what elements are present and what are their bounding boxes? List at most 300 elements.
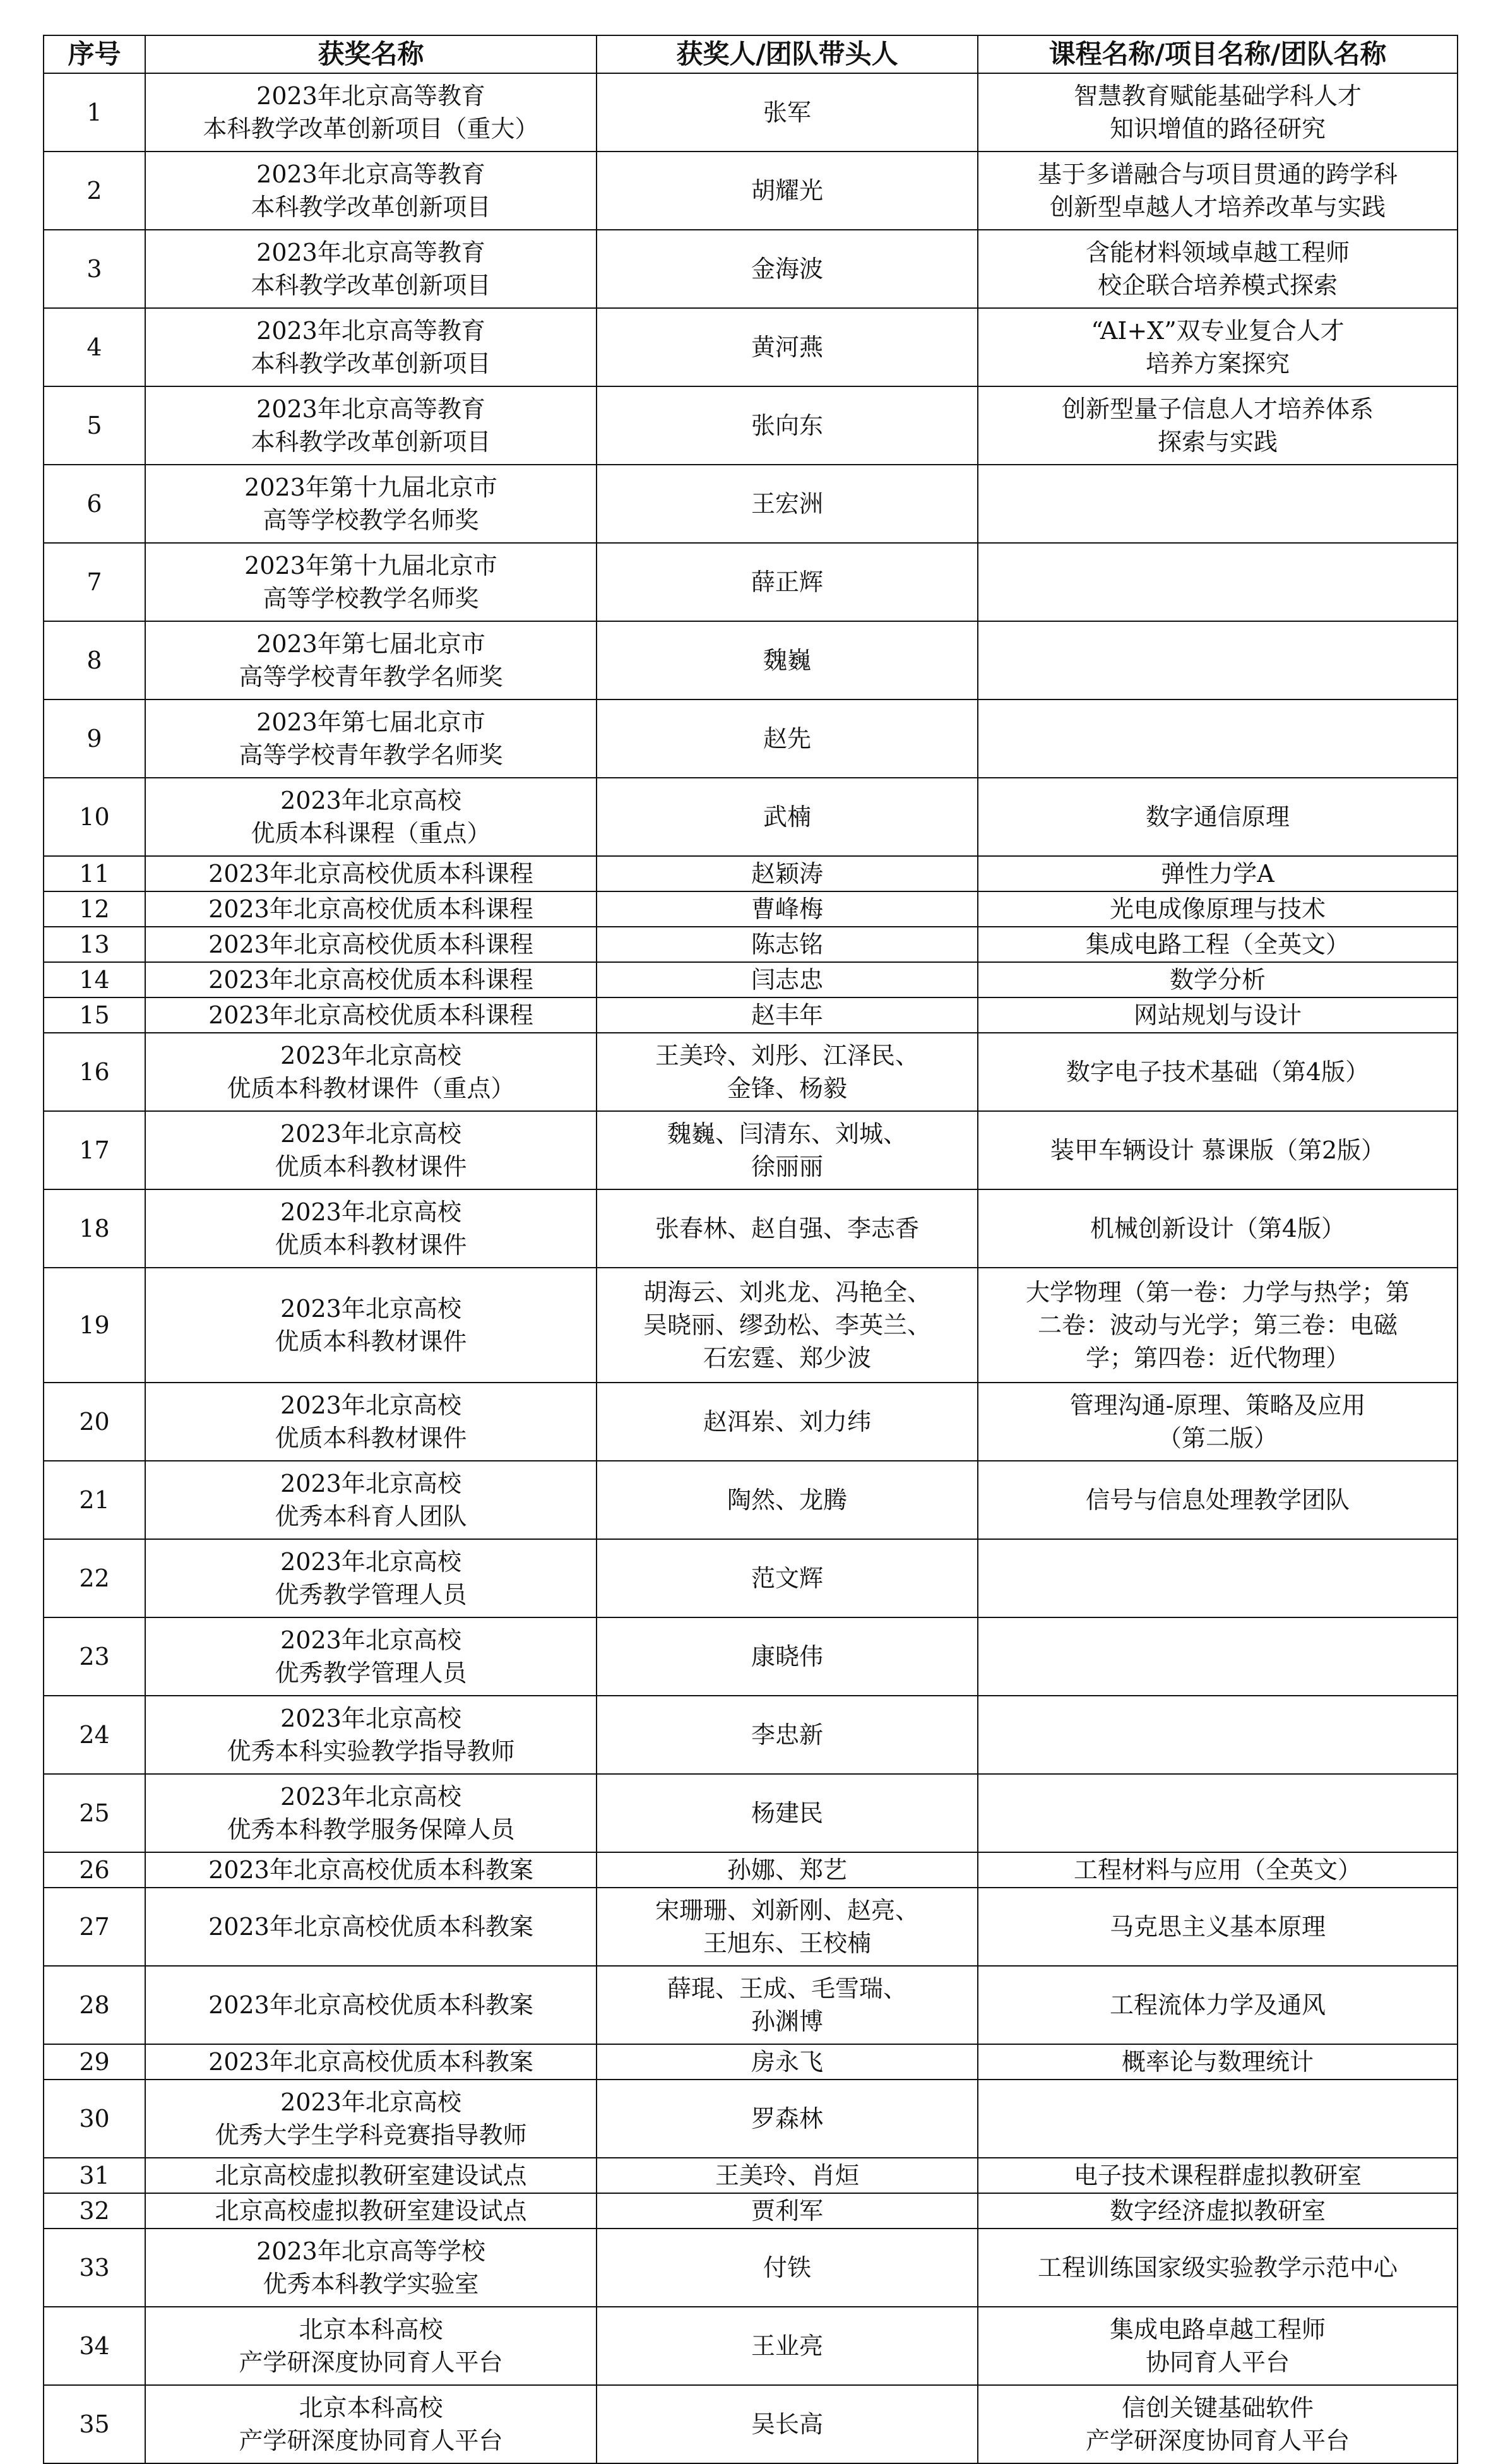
cell-awardee-line: 黄河燕: [751, 333, 823, 361]
cell-number: 16: [44, 1033, 145, 1111]
cell-award-name-line: 2023年北京高校: [280, 1120, 461, 1148]
cell-award-name: [145, 386, 597, 465]
cell-awardee-line: 金海波: [751, 255, 823, 283]
cell-awardee-line: 赵洱岽、刘力纬: [703, 1408, 871, 1436]
cell-awardee: [597, 962, 978, 997]
cell-number: 15: [44, 997, 145, 1033]
cell-award-name-line: 2023年北京高校优质本科课程: [208, 1001, 533, 1029]
cell-award-name-line: 2023年北京高校: [280, 1295, 461, 1323]
cell-awardee-line: 贾利军: [751, 2197, 823, 2225]
cell-course-name: [978, 1268, 1458, 1383]
cell-course-name-line: 光电成像原理与技术: [1109, 895, 1326, 923]
cell-award-name: [145, 1268, 597, 1383]
cell-course-name-line: 工程材料与应用（全英文）: [1073, 1856, 1362, 1884]
table-row: [44, 1461, 1458, 1539]
table-row: [44, 1888, 1458, 1966]
cell-course-name-line: 电子技术课程群虚拟教研室: [1073, 2162, 1362, 2189]
cell-award-name: [145, 778, 597, 856]
cell-course-name-line: 创新型卓越人才培养改革与实践: [1049, 193, 1386, 221]
cell-awardee-line: 武楠: [763, 803, 811, 831]
cell-awardee-line: 宋珊珊、刘新刚、赵亮、: [655, 1896, 919, 1924]
cell-course-name: [978, 543, 1458, 621]
cell-course-name-line: 知识增值的路径研究: [1109, 115, 1326, 143]
table-row: [44, 699, 1458, 778]
cell-awardee-line: 王旭东、王校楠: [703, 1929, 871, 1957]
cell-awardee: [597, 699, 978, 778]
cell-awardee: [597, 927, 978, 962]
cell-course-name: [978, 152, 1458, 230]
cell-course-name-line: “AI+X”双专业复合人才: [1091, 317, 1345, 345]
cell-awardee: [597, 2385, 978, 2463]
cell-course-name: [978, 1111, 1458, 1189]
cell-awardee-line: 魏巍、闫清东、刘城、: [667, 1120, 907, 1148]
cell-award-name-line: 优秀大学生学科竞赛指导教师: [215, 2121, 527, 2149]
cell-course-name: [978, 1383, 1458, 1461]
cell-number: 3: [44, 230, 145, 308]
cell-course-name-line: 概率论与数理统计: [1121, 2048, 1314, 2076]
cell-course-name-line: 培养方案探究: [1145, 350, 1290, 378]
cell-course-name-line: 工程流体力学及通风: [1109, 1991, 1326, 2019]
cell-award-name: [145, 891, 597, 927]
cell-award-name-line: 产学研深度协同育人平台: [239, 2348, 503, 2376]
cell-award-name-line: 本科教学改革创新项目: [251, 428, 491, 456]
cell-number: 14: [44, 962, 145, 997]
cell-awardee-line: 张春林、赵自强、李志香: [655, 1215, 919, 1242]
cell-awardee-line: 付铁: [763, 2254, 811, 2282]
cell-course-name: [978, 1539, 1458, 1617]
cell-awardee: [597, 386, 978, 465]
cell-awardee: [597, 2307, 978, 2385]
cell-number: 13: [44, 927, 145, 962]
table-row: [44, 2044, 1458, 2080]
cell-awardee: [597, 1539, 978, 1617]
cell-number: 9: [44, 699, 145, 778]
cell-awardee: [597, 1888, 978, 1966]
cell-awardee: [597, 465, 978, 543]
cell-awardee: [597, 1111, 978, 1189]
cell-course-name: [978, 2193, 1458, 2229]
cell-award-name: [145, 1189, 597, 1268]
cell-course-name-line: 数学分析: [1169, 966, 1266, 994]
cell-awardee: [597, 1774, 978, 1852]
cell-awardee-line: 吴晓丽、缪劲松、李英兰、: [643, 1311, 931, 1339]
cell-award-name-line: 2023年北京高等教育: [256, 317, 485, 345]
cell-award-name-line: 2023年北京高校: [280, 1783, 461, 1811]
cell-course-name-line: 数字经济虚拟教研室: [1109, 2197, 1326, 2225]
cell-award-name: [145, 699, 597, 778]
table-header-row: [44, 35, 1458, 73]
cell-award-name: [145, 962, 597, 997]
table-row: [44, 1617, 1458, 1696]
cell-course-name: [978, 2158, 1458, 2193]
cell-awardee-line: 王美玲、肖烜: [715, 2162, 859, 2189]
cell-number: 28: [44, 1966, 145, 2044]
cell-award-name-line: 高等学校教学名师奖: [263, 585, 479, 612]
table-row: [44, 1774, 1458, 1852]
cell-award-name: [145, 230, 597, 308]
cell-award-name-line: 2023年北京高校: [280, 1705, 461, 1732]
cell-award-name: [145, 2044, 597, 2080]
table-row: [44, 997, 1458, 1033]
cell-awardee: [597, 152, 978, 230]
cell-award-name-line: 本科教学改革创新项目（重大）: [203, 115, 539, 143]
cell-awardee: [597, 997, 978, 1033]
cell-award-name-line: 2023年第十九届北京市: [244, 473, 497, 501]
cell-course-name-line: 协同育人平台: [1145, 2348, 1290, 2376]
cell-course-name: [978, 1774, 1458, 1852]
cell-number: 32: [44, 2193, 145, 2229]
cell-award-name-line: 2023年第十九届北京市: [244, 552, 497, 580]
cell-course-name: [978, 1033, 1458, 1111]
cell-awardee: [597, 621, 978, 699]
cell-award-name: [145, 543, 597, 621]
cell-awardee-line: 范文辉: [751, 1564, 823, 1592]
cell-number: 17: [44, 1111, 145, 1189]
cell-course-name: [978, 465, 1458, 543]
cell-course-name: [978, 778, 1458, 856]
cell-awardee-line: 孙娜、郑艺: [727, 1856, 847, 1884]
cell-number: 27: [44, 1888, 145, 1966]
cell-course-name: [978, 621, 1458, 699]
cell-award-name-line: 2023年北京高校优质本科教案: [208, 1913, 533, 1941]
cell-award-name: [145, 1461, 597, 1539]
cell-course-name: [978, 73, 1458, 152]
cell-awardee-line: 胡海云、刘兆龙、冯艳全、: [643, 1278, 931, 1306]
cell-award-name: [145, 2229, 597, 2307]
cell-award-name-line: 2023年北京高校: [280, 2088, 461, 2116]
cell-course-name: [978, 2385, 1458, 2463]
cell-number: 34: [44, 2307, 145, 2385]
cell-course-name-line: 创新型量子信息人才培养体系: [1061, 395, 1374, 423]
cell-number: 8: [44, 621, 145, 699]
table-row: [44, 778, 1458, 856]
cell-awardee-line: 房永飞: [751, 2048, 823, 2076]
table-row: [44, 543, 1458, 621]
cell-awardee-line: 李忠新: [751, 1721, 823, 1749]
table-row: [44, 308, 1458, 386]
cell-awardee-line: 吴长高: [751, 2410, 823, 2438]
cell-award-name-line: 优秀教学管理人员: [275, 1659, 467, 1687]
cell-course-name: [978, 2307, 1458, 2385]
table-row: [44, 73, 1458, 152]
cell-award-name-line: 2023年北京高等学校: [256, 2237, 485, 2265]
table-row: [44, 2080, 1458, 2158]
cell-awardee: [597, 856, 978, 891]
cell-award-name-line: 本科教学改革创新项目: [251, 271, 491, 299]
table-row: [44, 465, 1458, 543]
cell-course-name: [978, 891, 1458, 927]
table-body: [44, 73, 1458, 2463]
cell-award-name: [145, 1033, 597, 1111]
cell-award-name: [145, 465, 597, 543]
cell-award-name-line: 2023年北京高校优质本科课程: [208, 966, 533, 994]
cell-course-name: [978, 699, 1458, 778]
header-award-name: 获奖名称: [145, 35, 597, 73]
cell-course-name: [978, 2229, 1458, 2307]
cell-award-name-line: 优质本科教材课件: [275, 1424, 467, 1452]
cell-awardee: [597, 1033, 978, 1111]
header-awardee: 获奖人/团队带头人: [597, 35, 978, 73]
cell-award-name: [145, 308, 597, 386]
table-row: [44, 2229, 1458, 2307]
cell-awardee-line: 杨建民: [751, 1799, 823, 1827]
cell-awardee-line: 石宏霆、郑少波: [703, 1344, 871, 1372]
table-row: [44, 2193, 1458, 2229]
cell-course-name-line: 工程训练国家级实验教学示范中心: [1037, 2254, 1398, 2282]
cell-awardee-line: 孙渊博: [751, 2008, 823, 2035]
cell-awardee-line: 王宏洲: [751, 490, 823, 518]
cell-number: 1: [44, 73, 145, 152]
cell-award-name-line: 优质本科课程（重点）: [251, 819, 491, 847]
table-row: [44, 152, 1458, 230]
cell-award-name-line: 2023年北京高校优质本科课程: [208, 895, 533, 923]
table-row: [44, 230, 1458, 308]
cell-award-name-line: 北京高校虚拟教研室建设试点: [215, 2197, 527, 2225]
cell-course-name: [978, 962, 1458, 997]
cell-course-name: [978, 308, 1458, 386]
cell-number: 10: [44, 778, 145, 856]
cell-award-name: [145, 1383, 597, 1461]
cell-award-name-line: 优秀本科实验教学指导教师: [227, 1737, 515, 1765]
cell-course-name-line: 大学物理（第一卷：力学与热学；第: [1025, 1278, 1410, 1306]
cell-award-name: [145, 152, 597, 230]
cell-course-name-line: 数字通信原理: [1145, 803, 1290, 831]
cell-award-name: [145, 2385, 597, 2463]
table-row: [44, 386, 1458, 465]
cell-award-name: [145, 2080, 597, 2158]
cell-award-name: [145, 1111, 597, 1189]
cell-course-name: [978, 1461, 1458, 1539]
cell-awardee: [597, 230, 978, 308]
cell-award-name-line: 优质本科教材课件: [275, 1231, 467, 1259]
cell-course-name-line: 信创关键基础软件: [1121, 2394, 1314, 2422]
cell-course-name-line: 集成电路工程（全英文）: [1085, 931, 1350, 958]
table-row: [44, 856, 1458, 891]
cell-course-name-line: 信号与信息处理教学团队: [1085, 1486, 1350, 1514]
award-table: [43, 35, 1458, 2464]
cell-award-name: [145, 2158, 597, 2193]
cell-awardee-line: 王美玲、刘彤、江泽民、: [655, 1042, 919, 1069]
cell-awardee: [597, 543, 978, 621]
table-row: [44, 1966, 1458, 2044]
cell-awardee: [597, 1696, 978, 1774]
cell-award-name-line: 北京本科高校: [299, 2394, 443, 2422]
cell-number: 21: [44, 1461, 145, 1539]
cell-course-name-line: 马克思主义基本原理: [1109, 1913, 1326, 1941]
table-row: [44, 1111, 1458, 1189]
cell-course-name: [978, 1617, 1458, 1696]
cell-awardee-line: 陈志铭: [751, 931, 823, 958]
table-row: [44, 1189, 1458, 1268]
cell-number: 2: [44, 152, 145, 230]
cell-award-name: [145, 1617, 597, 1696]
table-row: [44, 891, 1458, 927]
cell-award-name: [145, 1888, 597, 1966]
cell-award-name-line: 2023年北京高校优质本科课程: [208, 931, 533, 958]
cell-number: 23: [44, 1617, 145, 1696]
cell-award-name-line: 北京高校虚拟教研室建设试点: [215, 2162, 527, 2189]
cell-award-name-line: 优秀教学管理人员: [275, 1581, 467, 1609]
cell-award-name-line: 2023年北京高等教育: [256, 82, 485, 110]
cell-number: 12: [44, 891, 145, 927]
cell-course-name: [978, 1966, 1458, 2044]
cell-number: 19: [44, 1268, 145, 1383]
cell-award-name-line: 优秀本科育人团队: [275, 1503, 467, 1530]
table-row: [44, 2158, 1458, 2193]
cell-awardee-line: 张军: [763, 98, 811, 126]
table-row: [44, 1383, 1458, 1461]
cell-number: 20: [44, 1383, 145, 1461]
cell-course-name-line: 学；第四卷：近代物理）: [1085, 1344, 1350, 1372]
cell-award-name-line: 优秀本科教学实验室: [263, 2270, 479, 2298]
cell-course-name: [978, 1888, 1458, 1966]
cell-number: 24: [44, 1696, 145, 1774]
cell-awardee: [597, 2044, 978, 2080]
cell-course-name-line: （第二版）: [1157, 1424, 1278, 1452]
cell-award-name: [145, 621, 597, 699]
cell-course-name: [978, 2044, 1458, 2080]
cell-course-name: [978, 856, 1458, 891]
cell-award-name-line: 高等学校青年教学名师奖: [239, 741, 503, 769]
cell-award-name-line: 2023年北京高校优质本科教案: [208, 2048, 533, 2076]
cell-number: 5: [44, 386, 145, 465]
cell-award-name-line: 2023年北京高等教育: [256, 395, 485, 423]
cell-award-name-line: 本科教学改革创新项目: [251, 350, 491, 378]
cell-award-name: [145, 1852, 597, 1888]
cell-course-name: [978, 1696, 1458, 1774]
cell-awardee-line: 薛琨、王成、毛雪瑞、: [667, 1975, 907, 2003]
cell-awardee: [597, 1268, 978, 1383]
cell-number: 31: [44, 2158, 145, 2193]
cell-award-name: [145, 1696, 597, 1774]
cell-course-name-line: 校企联合培养模式探索: [1097, 271, 1338, 299]
cell-awardee: [597, 1966, 978, 2044]
cell-awardee: [597, 1383, 978, 1461]
cell-award-name-line: 2023年北京高校: [280, 1391, 461, 1419]
cell-award-name: [145, 997, 597, 1033]
cell-course-name-line: 数字电子技术基础（第4版）: [1066, 1058, 1370, 1086]
cell-awardee: [597, 778, 978, 856]
cell-awardee-line: 曹峰梅: [751, 895, 823, 923]
cell-number: 30: [44, 2080, 145, 2158]
cell-number: 25: [44, 1774, 145, 1852]
cell-award-name-line: 2023年北京高校: [280, 1626, 461, 1654]
table-row: [44, 1268, 1458, 1383]
cell-awardee-line: 康晓伟: [751, 1643, 823, 1670]
cell-award-name-line: 优质本科教材课件（重点）: [227, 1074, 515, 1102]
cell-award-name-line: 高等学校教学名师奖: [263, 506, 479, 534]
cell-award-name-line: 2023年北京高等教育: [256, 239, 485, 266]
cell-awardee-line: 胡耀光: [751, 177, 823, 205]
cell-awardee-line: 赵颖涛: [751, 860, 823, 888]
cell-awardee: [597, 891, 978, 927]
award-list-document: [43, 35, 1457, 2464]
cell-number: 7: [44, 543, 145, 621]
table-row: [44, 927, 1458, 962]
header-course-name: 课程名称/项目名称/团队名称: [978, 35, 1458, 73]
cell-number: 4: [44, 308, 145, 386]
cell-course-name: [978, 230, 1458, 308]
cell-awardee-line: 王业亮: [751, 2332, 823, 2360]
cell-award-name-line: 高等学校青年教学名师奖: [239, 663, 503, 691]
cell-number: 26: [44, 1852, 145, 1888]
table-row: [44, 1696, 1458, 1774]
cell-awardee: [597, 308, 978, 386]
cell-course-name: [978, 1852, 1458, 1888]
table-row: [44, 1539, 1458, 1617]
cell-awardee-line: 赵丰年: [751, 1001, 823, 1029]
table-row: [44, 621, 1458, 699]
cell-course-name-line: 二卷：波动与光学；第三卷：电磁: [1037, 1311, 1398, 1339]
cell-awardee-line: 张向东: [751, 412, 823, 439]
cell-awardee: [597, 2158, 978, 2193]
cell-award-name-line: 产学研深度协同育人平台: [239, 2427, 503, 2455]
cell-course-name-line: 管理沟通-原理、策略及应用: [1069, 1391, 1366, 1419]
cell-award-name: [145, 2193, 597, 2229]
cell-number: 6: [44, 465, 145, 543]
cell-award-name-line: 优秀本科教学服务保障人员: [227, 1816, 515, 1843]
cell-award-name-line: 优质本科教材课件: [275, 1153, 467, 1181]
table-row: [44, 2385, 1458, 2463]
cell-award-name-line: 2023年北京高校: [280, 1548, 461, 1576]
cell-awardee-line: 罗森林: [751, 2105, 823, 2133]
cell-award-name-line: 2023年第七届北京市: [256, 708, 485, 736]
cell-award-name-line: 2023年第七届北京市: [256, 630, 485, 658]
cell-award-name: [145, 2307, 597, 2385]
cell-number: 18: [44, 1189, 145, 1268]
cell-awardee-line: 赵先: [763, 725, 811, 753]
cell-award-name-line: 本科教学改革创新项目: [251, 193, 491, 221]
cell-course-name-line: 装甲车辆设计 慕课版（第2版）: [1050, 1136, 1386, 1164]
table-row: [44, 2307, 1458, 2385]
cell-award-name: [145, 1774, 597, 1852]
cell-awardee: [597, 1461, 978, 1539]
table-row: [44, 1033, 1458, 1111]
cell-award-name-line: 2023年北京高校优质本科教案: [208, 1991, 533, 2019]
cell-awardee-line: 金锋、杨毅: [727, 1074, 847, 1102]
cell-awardee: [597, 2229, 978, 2307]
cell-award-name-line: 北京本科高校: [299, 2316, 443, 2343]
cell-number: 11: [44, 856, 145, 891]
cell-awardee: [597, 2080, 978, 2158]
cell-awardee: [597, 1617, 978, 1696]
table-row: [44, 1852, 1458, 1888]
cell-course-name-line: 集成电路卓越工程师: [1109, 2316, 1326, 2343]
cell-award-name-line: 2023年北京高校: [280, 1198, 461, 1226]
cell-awardee: [597, 1852, 978, 1888]
cell-award-name: [145, 73, 597, 152]
cell-award-name-line: 2023年北京高校: [280, 1042, 461, 1069]
cell-number: 35: [44, 2385, 145, 2463]
cell-course-name-line: 探索与实践: [1157, 428, 1278, 456]
cell-number: 22: [44, 1539, 145, 1617]
cell-award-name-line: 2023年北京高校: [280, 787, 461, 814]
cell-course-name-line: 网站规划与设计: [1133, 1001, 1302, 1029]
cell-award-name-line: 2023年北京高校优质本科教案: [208, 1856, 533, 1884]
cell-award-name: [145, 1966, 597, 2044]
cell-course-name-line: 弹性力学A: [1161, 860, 1274, 888]
cell-award-name: [145, 927, 597, 962]
table-row: [44, 962, 1458, 997]
cell-number: 33: [44, 2229, 145, 2307]
cell-award-name-line: 2023年北京高校优质本科课程: [208, 860, 533, 888]
cell-awardee-line: 陶然、龙腾: [727, 1486, 847, 1514]
cell-course-name: [978, 1189, 1458, 1268]
cell-award-name: [145, 856, 597, 891]
cell-awardee-line: 徐丽丽: [751, 1153, 823, 1181]
cell-course-name: [978, 927, 1458, 962]
cell-award-name: [145, 1539, 597, 1617]
